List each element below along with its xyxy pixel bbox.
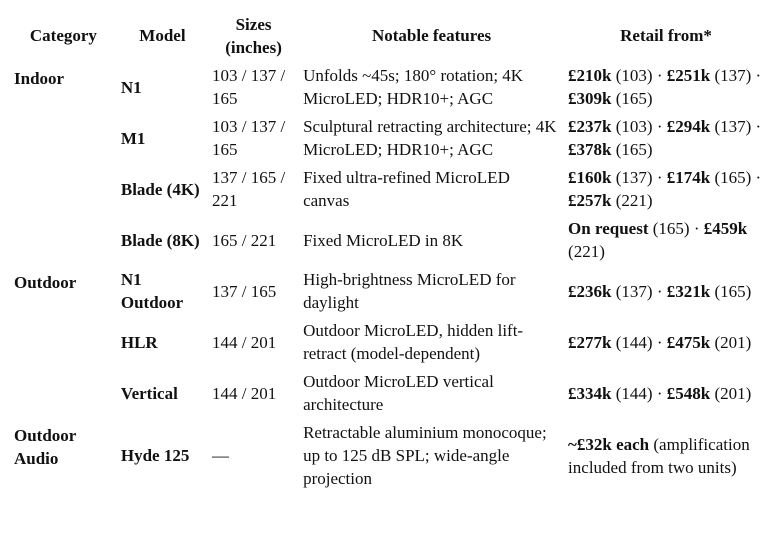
price-value: £378k: [568, 140, 612, 159]
price-value: £251k: [666, 66, 711, 85]
features-cell: Unfolds ~45s; 180° rotation; 4K MicroLED; HDR10+; AGC: [303, 66, 524, 108]
model-cell: HLR: [120, 332, 158, 352]
sizes-cell: 165 / 221: [212, 230, 277, 250]
price-note: (103) ·: [611, 117, 667, 136]
table-row: [10, 318, 768, 369]
price-value: ~£32k each: [568, 434, 650, 454]
category-cell: [10, 267, 117, 420]
features-cell: Fixed ultra-refined MicroLED canvas: [303, 168, 510, 210]
sizes-cell: —: [212, 446, 229, 465]
features-cell: High-brightness MicroLED for daylight: [303, 270, 516, 312]
price-cell: [564, 165, 768, 216]
features-cell: Fixed MicroLED in 8K: [303, 230, 464, 250]
price-cell: [564, 63, 768, 114]
price-value: £459k: [703, 219, 748, 238]
price-note: (144) ·: [611, 332, 667, 352]
sizes-cell: 103 / 137 / 165: [212, 66, 286, 108]
table-row: [10, 114, 768, 165]
price-note: (137) ·: [710, 66, 762, 85]
category-label: Outdoor: [14, 273, 77, 292]
price-value: £294k: [666, 117, 711, 136]
features-cell: Sculptural retracting architecture; 4K MicroLED; HDR10+; AGC: [303, 117, 557, 159]
header-price: Retail from*: [620, 26, 712, 45]
price-note: (137) ·: [710, 117, 762, 136]
price-value: £174k: [666, 168, 711, 187]
sizes-cell: 144 / 201: [212, 332, 277, 352]
price-cell: [564, 216, 768, 267]
price-note: (165): [710, 281, 752, 301]
price-note: (165) ·: [710, 168, 762, 187]
sizes-cell: 144 / 201: [212, 383, 277, 403]
model-cell: Vertical: [120, 383, 178, 403]
sizes-cell: 103 / 137 / 165: [212, 117, 286, 159]
table-row: [10, 63, 768, 114]
price-note: (amplification included from two units): [568, 434, 750, 477]
price-value: £475k: [666, 332, 711, 352]
price-note: (144) ·: [611, 383, 667, 403]
price-note: (165): [611, 140, 653, 159]
price-note: (201): [710, 332, 752, 352]
price-value: £237k: [568, 117, 612, 136]
model-cell: N1 Outdoor: [120, 270, 184, 312]
price-value: £210k: [568, 66, 612, 85]
header-category: Category: [29, 26, 97, 45]
price-cell: [564, 369, 768, 420]
category-label: Indoor: [14, 69, 65, 88]
price-value: £277k: [568, 332, 612, 352]
table-row: [10, 267, 768, 318]
price-note: (221): [568, 242, 605, 261]
price-note: (221): [611, 191, 653, 210]
price-cell: [564, 114, 768, 165]
price-note: (165): [611, 89, 653, 108]
model-cell: Hyde 125: [120, 446, 190, 465]
model-cell: Blade (8K): [120, 230, 200, 250]
features-cell: Retractable aluminium monocoque; up to 125 dB SPL; wide-angle projection: [303, 423, 547, 488]
header-features: Notable features: [371, 26, 492, 45]
price-value: £160k: [568, 168, 612, 187]
price-note: (103) ·: [611, 66, 667, 85]
features-cell: Outdoor MicroLED vertical architecture: [303, 372, 494, 414]
table-row: [10, 165, 768, 216]
table-row: [10, 420, 768, 494]
model-cell: M1: [120, 128, 146, 148]
table-row: [10, 369, 768, 420]
price-value: On request: [568, 219, 649, 238]
features-cell: Outdoor MicroLED, hidden lift-retract (model-dependent): [303, 321, 524, 363]
price-value: £321k: [666, 281, 711, 301]
category-label: Outdoor Audio: [14, 426, 77, 468]
price-value: £236k: [568, 281, 612, 301]
price-value: £257k: [568, 191, 612, 210]
price-note: (137) ·: [611, 281, 667, 301]
price-note: (165) ·: [648, 219, 704, 238]
price-cell: [564, 267, 768, 318]
table-row: [10, 216, 768, 267]
table-header-row: [10, 10, 768, 63]
price-value: £334k: [568, 383, 612, 403]
price-cell: [564, 318, 768, 369]
price-value: £309k: [568, 89, 612, 108]
sizes-cell: 137 / 165: [212, 281, 277, 301]
category-cell: [10, 420, 117, 494]
header-sizes: Sizes (inches): [225, 15, 282, 57]
model-cell: N1: [120, 77, 142, 97]
model-cell: Blade (4K): [120, 179, 200, 199]
price-note: (201): [710, 383, 752, 403]
table-body: [10, 63, 768, 494]
category-cell: [10, 63, 117, 267]
price-note: (137) ·: [611, 168, 667, 187]
price-value: £548k: [666, 383, 711, 403]
price-cell: [564, 420, 768, 494]
product-table: [10, 10, 768, 494]
sizes-cell: 137 / 165 / 221: [212, 168, 286, 210]
header-model: Model: [139, 26, 186, 45]
